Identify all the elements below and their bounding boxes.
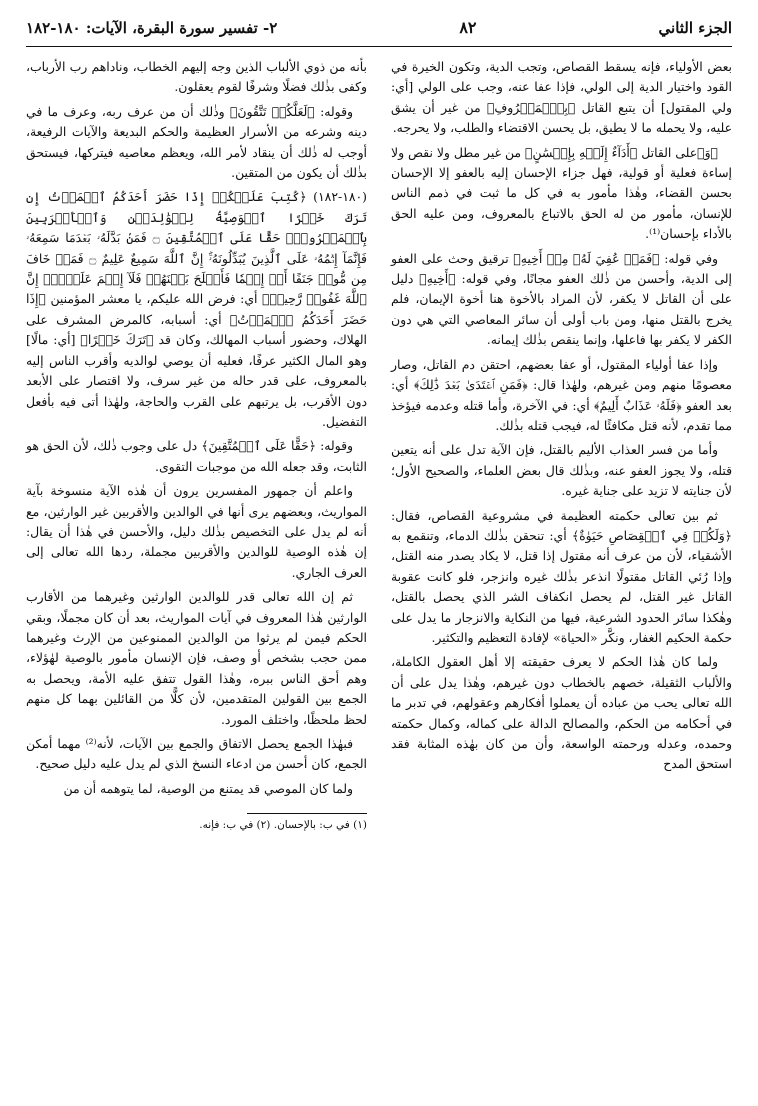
paragraph: ﴿وَ﴾على القاتل ﴿أَدَآءٌ إِلَيۡهِ بِإِحۡسَٰنٍ﴾ من غير مطل ولا نقص ولا إساءة فعلية أو قولية، فهل جزاء الإحسان إليه بالعفو إلا الإحسان بحسن القضاء، وهٰذا مأمور به في كل ما ثبت في ذمم الناس للإنسان، مأمور من له الحق بالاتباع بالمعروف، ومن عليه الحق بالأداء بإحسان⁽¹⁾. [391, 144, 732, 242]
paragraph: وفي قوله: ﴿فَمَنۡ عُفِيَ لَهُۥ مِنۡ أَخِيهِ﴾ ترقيق وحث على العفو إلى الدية، وأحسن من ذٰلك العفو مجانًا، وفي قوله: ﴿أَخِيهِ﴾ دليل على أن القاتل لا يكفر، لأن المراد بالأخوة هنا أخوة الإيمان، فلم يخرج بالقتل منها، ومن باب أولى أن سائر المعاصي التي هي دون الكفر لا يكفر بها فاعلها، وإنما ينقص بذٰلك إيمانه. [391, 250, 732, 348]
right-column [391, 57, 732, 833]
paragraph: وقوله: ﴿حَقًّا عَلَى ٱلۡمُتَّقِينَ﴾ دل على وجوب ذٰلك، لأن الحق هو الثابت، وقد جعله الله من موجبات التقوى. [26, 438, 367, 474]
paragraph: ثم بين تعالى حكمته العظيمة في مشروعية القصاص، فقال: ﴿وَلَكُمۡ فِي ٱلۡقِصَاصِ حَيَوٰةٌ﴾ أي: تنحقن بذٰلك الدماء، وتنقمع به الأشقياء، لأن من عرف أنه مقتول إذا قتل، لا يكاد يصدر منه القتل، وإذا رُئي القاتل مقتولًا انذعر بذٰلك غيره وانزجر، فلو كانت عقوبة القاتل غير القتل، لم يحصل انكفاف الشر الذي يحصل بالقتل، وهٰكذا سائر الحدود الشرعية، فيها من النكاية والانزجار ما يدل على حكمة الحكيم الغفار، ونكَّر «الحياة» لإفادة التعظيم والتكثير. [391, 507, 732, 645]
paragraph: بعض الأولياء، فإنه يسقط القصاص، وتجب الدية، وتكون الخيرة في القود واختيار الدية إلى الولي، فإذا عفا عنه، وجب على الولي [أي: ولي المقتول] أن يتبع القاتل ﴿بِٱلۡمَعۡرُوفِ﴾ من غير أن يشق عليه، ولا يحمله ما لا يطيق، بل يحسن الاقتضاء والطلب، ولا يحرجه. [391, 59, 732, 136]
book-page [26, 18, 732, 1088]
footnote-area [26, 813, 367, 833]
paragraph: وقوله: ﴿لَعَلَّكُمۡ تَتَّقُونَ﴾ وذٰلك أن من عرف ربه، وعرف ما في دينه وشرعه من الأسرار العظيمة والحكم البديعة والآيات الرفيعة، أوجب له ذٰلك أن ينقاد لأمر الله، ويعظم معاصيه فيتركها، فيستحق بذٰلك أن يكون من المتقين. [26, 103, 367, 181]
paragraph: ولما كان الموصي قد يمتنع من الوصية، لما يتوهمه أن من [63, 780, 353, 796]
text-columns [26, 57, 732, 833]
paragraph: ثم إن الله تعالى قدر للوالدين الوارثين وغيرهما من الأقارب الوارثين هٰذا المعروف في آيات المواريث، بعد أن كان مجملًا، وبقي الحكم فيمن لم يرثوا من الوالدين الممنوعين من الإرث وغيرهما ممن حجب بشخص أو وصف، فإن الإنسان مأمور بالوصية لهٰؤلاء، وهم أحق الناس ببره، وهٰذا القول تتفق عليه الأمة، ويحصل به الجمع بين القولين المتقدمين، لأن كلًّا من القائلين بهما كل منهم لحظ ملحظًا، واختلف المورد. [26, 589, 367, 727]
page-number: ٨٢ [459, 18, 477, 37]
left-column [26, 57, 367, 833]
section-label: ٢- تفسير سورة البقرة، الآيات: ١٨٠-١٨٢ [26, 19, 278, 37]
paragraph: ولما كان هٰذا الحكم لا يعرف حقيقته إلا أهل العقول الكاملة، والألباب الثقيلة، خصهم بالخطاب دون غيرهم، وهٰذا يدل على أن الله تعالى يحب من عباده أن يعملوا أفكارهم وعقولهم، في تدبر ما في أحكامه من الحكم، والمصالح الدالة على كماله، وكمال حكمته وحمده، وعدله ورحمته الواسعة، وأن من كان بهٰذه المثابة فقد استحق المدح [391, 654, 732, 772]
footnotes: (١) في ب: بالإحسان. (٢) في ب: فإنه. [247, 813, 367, 833]
running-header [26, 18, 732, 47]
paragraph: وأما من فسر العذاب الأليم بالقتل، فإن الآية تدل على أنه يتعين قتله، ولا يجوز العفو عنه، وبذٰلك قال بعض العلماء، والصحيح الأول؛ لأن جنايته لا تزيد على جناية غيره. [391, 442, 732, 499]
paragraph: فبهٰذا الجمع يحصل الاتفاق والجمع بين الآيات، لأنه⁽²⁾ مهما أمكن الجمع، كان أحسن من ادعاء النسخ الذي لم يدل عليه دليل صحيح. [26, 736, 367, 772]
paragraph: واعلم أن جمهور المفسرين يرون أن هٰذه الآية منسوخة بآية المواريث، وبعضهم يرى أنها في الوالدين والأقربين غير الوارثين، مع أنه لم يدل على التخصيص بذٰلك دليل، والأحسن في هٰذا أن يقال: إن هٰذه الوصية للوالدين والأقربين مجملة، ردها الله تعالى إلى العرف الجاري. [26, 483, 367, 580]
volume-label: الجزء الثاني [658, 19, 732, 37]
paragraph: بأنه من ذوي الألباب الذين وجه إليهم الخطاب، وناداهم رب الأرباب، وكفى بذٰلك فضلًا وشرفًا لقوم يعقلون. [26, 59, 367, 95]
paragraph: وإذا عفا أولياء المقتول، أو عفا بعضهم، احتقن دم القاتل، وصار معصومًا منهم ومن غيرهم، ولهٰذا قال: ﴿فَمَنِ ٱعۡتَدَىٰ بَعۡدَ ذَٰلِكَ﴾ أي: بعد العفو ﴿فَلَهُۥ عَذَابٌ أَلِيمٌ﴾ أي: في الآخرة، وأما قتله وعدمه فيؤخذ مما تقدم، لأنه قتل مكافئًا له، فيجب قتله بذٰلك. [391, 356, 732, 433]
verse-paragraph: (١٨٠-١٨٢) ﴿كُتِبَ عَلَيۡكُمۡ إِذَا حَضَرَ أَحَدَكُمُ ٱلۡمَوۡتُ إِن تَرَكَ خَيۡرًا ٱلۡوَصِيَّةُ لِلۡوَٰلِدَيۡنِ وَٱلۡأَقۡرَبِينَ بِٱلۡمَعۡرُوفِۖ حَقًّا عَلَى ٱلۡمُتَّقِينَ ۝ فَمَنۢ بَدَّلَهُۥ بَعۡدَمَا سَمِعَهُۥ فَإِنَّمَآ إِثۡمُهُۥ عَلَى ٱلَّذِينَ يُبَدِّلُونَهُۥٓۚ إِنَّ ٱللَّهَ سَمِيعٌ عَلِيمٌ ۝ فَمَنۡ خَافَ مِن مُّوصٖ جَنَفًا أَوۡ إِثۡمٗا فَأَصۡلَحَ بَيۡنَهُمۡ فَلَآ إِثۡمَ عَلَيۡهِۚ إِنَّ ٱللَّهَ غَفُورٞ رَّحِيمٞ﴾ أي: فرض الله عليكم، يا معشر المؤمنين ﴿إِذَا حَضَرَ أَحَدَكُمُ ٱلۡمَوۡتُ﴾ أي: أسبابه، كالمرض المشرف على الهلاك، وحضور أسباب المهالك، وكان قد ﴿تَرَكَ خَيۡرًا﴾ [أي: مالًا] وهو المال الكثير عرفًا، فعليه أن يوصي لوالديه وأقرب الناس إليه بالمعروف، على قدر حاله من غير سرف، ولا اقتصار على الأبعد دون الأقرب، بل يرتبهم على القرب والحاجة، ولهٰذا أتى فيه بأفعل التفضيل. [26, 189, 367, 429]
